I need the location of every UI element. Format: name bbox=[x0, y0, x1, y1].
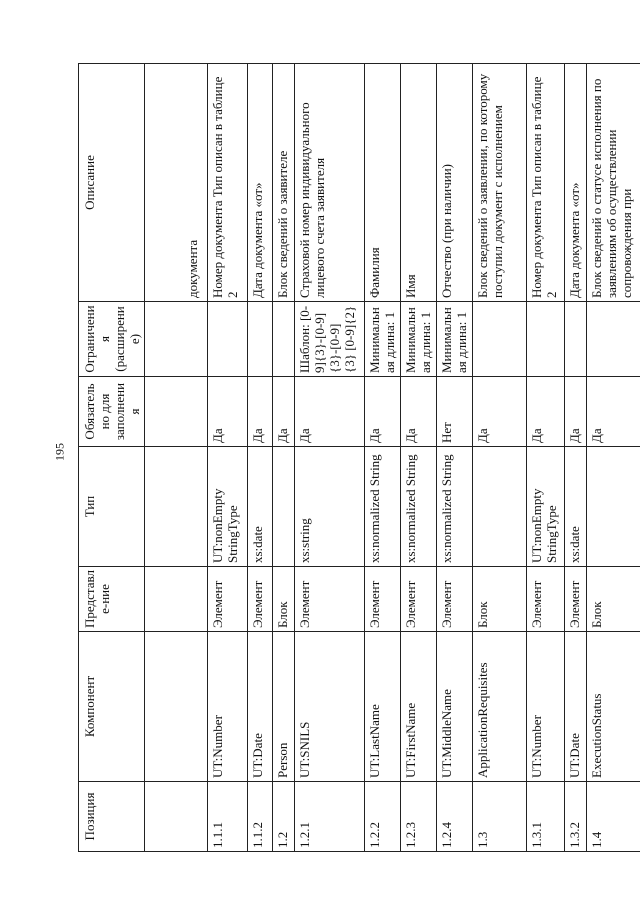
table-row bbox=[208, 64, 248, 852]
cell-type: xs:normalized String bbox=[401, 447, 437, 567]
table-cell bbox=[145, 782, 208, 852]
table-cell bbox=[145, 377, 208, 447]
cell-required: Да bbox=[208, 377, 248, 447]
cell-representation: Блок bbox=[587, 567, 640, 632]
cell-description: Номер документа Тип описан в таблице 2 bbox=[527, 64, 565, 302]
cell-position: 1.4 bbox=[587, 782, 640, 852]
cell-component: UT:Number bbox=[208, 632, 248, 782]
cell-type bbox=[587, 447, 640, 567]
continuation-text: документа bbox=[185, 239, 200, 298]
header-component: Компонент bbox=[79, 632, 145, 782]
cell-type: xs:date bbox=[248, 447, 273, 567]
cell-constraints bbox=[473, 302, 527, 377]
header-position: Позиция bbox=[79, 782, 145, 852]
cell-required: Да bbox=[295, 377, 365, 447]
cell-description: Дата документа «от» bbox=[565, 64, 587, 302]
cell-representation: Элемент bbox=[437, 567, 473, 632]
cell-constraints: Шаблон: [0-9]{3}-[0-9]{3}-[0-9]{3} [0-9]{2} bbox=[295, 302, 365, 377]
table-row bbox=[437, 64, 473, 852]
cell-position: 1.2 bbox=[273, 782, 295, 852]
cell-position: 1.3.1 bbox=[527, 782, 565, 852]
cell-constraints bbox=[248, 302, 273, 377]
cell-position: 1.2.2 bbox=[365, 782, 401, 852]
cell-required: Да bbox=[401, 377, 437, 447]
table-row bbox=[273, 64, 295, 852]
table-cell bbox=[145, 632, 208, 782]
cell-representation: Элемент bbox=[527, 567, 565, 632]
cell-component: UT:SNILS bbox=[295, 632, 365, 782]
cell-position: 1.2.1 bbox=[295, 782, 365, 852]
cell-representation: Блок bbox=[273, 567, 295, 632]
cell-type: xs:normalized String bbox=[437, 447, 473, 567]
page-number: 195 bbox=[52, 443, 67, 461]
table-cell bbox=[145, 567, 208, 632]
cell-type: xs:normalized String bbox=[365, 447, 401, 567]
cell-component: UT:Number bbox=[527, 632, 565, 782]
cell-component: UT:MiddleName bbox=[437, 632, 473, 782]
cell-type: UT:nonEmpty StringType bbox=[208, 447, 248, 567]
cell-position: 1.1.2 bbox=[248, 782, 273, 852]
cell-type: xs:string bbox=[295, 447, 365, 567]
cell-position: 1.3.2 bbox=[565, 782, 587, 852]
rotated-page-content bbox=[78, 64, 634, 852]
cell-representation: Элемент bbox=[295, 567, 365, 632]
specification-table bbox=[78, 63, 640, 852]
table-row bbox=[527, 64, 565, 852]
cell-description: Дата документа «от» bbox=[248, 64, 273, 302]
table-row bbox=[473, 64, 527, 852]
table-cell bbox=[145, 447, 208, 567]
cell-description: Блок сведений о статусе исполнения по заявлениям об осуществлении сопровождения при bbox=[587, 64, 640, 302]
cell-description: Фамилия bbox=[365, 64, 401, 302]
cell-component: ApplicationRequisites bbox=[473, 632, 527, 782]
cell-constraints bbox=[273, 302, 295, 377]
cell-representation: Блок bbox=[473, 567, 527, 632]
cell-position: 1.2.4 bbox=[437, 782, 473, 852]
table-row bbox=[365, 64, 401, 852]
cell-constraints bbox=[565, 302, 587, 377]
cell-type: UT:nonEmpty StringType bbox=[527, 447, 565, 567]
header-representation: Представле-ние bbox=[79, 567, 145, 632]
cell-type: xs:date bbox=[565, 447, 587, 567]
cell-component: UT:Date bbox=[565, 632, 587, 782]
cell-constraints: Минимальная длина: 1 bbox=[437, 302, 473, 377]
table-row bbox=[295, 64, 365, 852]
cell-constraints bbox=[208, 302, 248, 377]
table-cell bbox=[145, 302, 208, 377]
cell-description: Блок сведений о заявителе bbox=[273, 64, 295, 302]
table-row bbox=[587, 64, 640, 852]
cell-constraints bbox=[527, 302, 565, 377]
table-row bbox=[401, 64, 437, 852]
cell-required: Нет bbox=[437, 377, 473, 447]
cell-type bbox=[273, 447, 295, 567]
cell-representation: Элемент bbox=[565, 567, 587, 632]
cell-component: UT:Date bbox=[248, 632, 273, 782]
continuation-row bbox=[145, 64, 208, 852]
cell-position: 1.1.1 bbox=[208, 782, 248, 852]
cell-constraints bbox=[587, 302, 640, 377]
cell-position: 1.3 bbox=[473, 782, 527, 852]
cell-required: Да bbox=[365, 377, 401, 447]
header-type: Тип bbox=[79, 447, 145, 567]
cell-required: Да bbox=[273, 377, 295, 447]
header-required: Обязательно для заполнения bbox=[79, 377, 145, 447]
table-row bbox=[565, 64, 587, 852]
cell-representation: Элемент bbox=[365, 567, 401, 632]
cell-representation: Элемент bbox=[401, 567, 437, 632]
table-row bbox=[248, 64, 273, 852]
cell-constraints: Минимальная длина: 1 bbox=[365, 302, 401, 377]
header-description: Описание bbox=[79, 64, 145, 302]
cell-representation: Элемент bbox=[248, 567, 273, 632]
cell-representation: Элемент bbox=[208, 567, 248, 632]
cell-description: Страховой номер индивидуального лицевого счета заявителя bbox=[295, 64, 365, 302]
cell-required: Да bbox=[587, 377, 640, 447]
cell-position: 1.2.3 bbox=[401, 782, 437, 852]
table-cell bbox=[145, 64, 208, 302]
cell-description: Номер документа Тип описан в таблице 2 bbox=[208, 64, 248, 302]
header-constraints: Ограничения (расширение) bbox=[79, 302, 145, 377]
cell-required: Да bbox=[527, 377, 565, 447]
cell-description: Отчество (при наличии) bbox=[437, 64, 473, 302]
table-header-row bbox=[79, 64, 145, 852]
cell-component: ExecutionStatus bbox=[587, 632, 640, 782]
cell-component: Person bbox=[273, 632, 295, 782]
cell-component: UT:LastName bbox=[365, 632, 401, 782]
cell-type bbox=[473, 447, 527, 567]
cell-required: Да bbox=[248, 377, 273, 447]
cell-required: Да bbox=[565, 377, 587, 447]
cell-required: Да bbox=[473, 377, 527, 447]
cell-description: Блок сведений о заявлении, по которому поступил документ с исполнением bbox=[473, 64, 527, 302]
cell-description: Имя bbox=[401, 64, 437, 302]
cell-constraints: Минимальная длина: 1 bbox=[401, 302, 437, 377]
cell-component: UT:FirstName bbox=[401, 632, 437, 782]
